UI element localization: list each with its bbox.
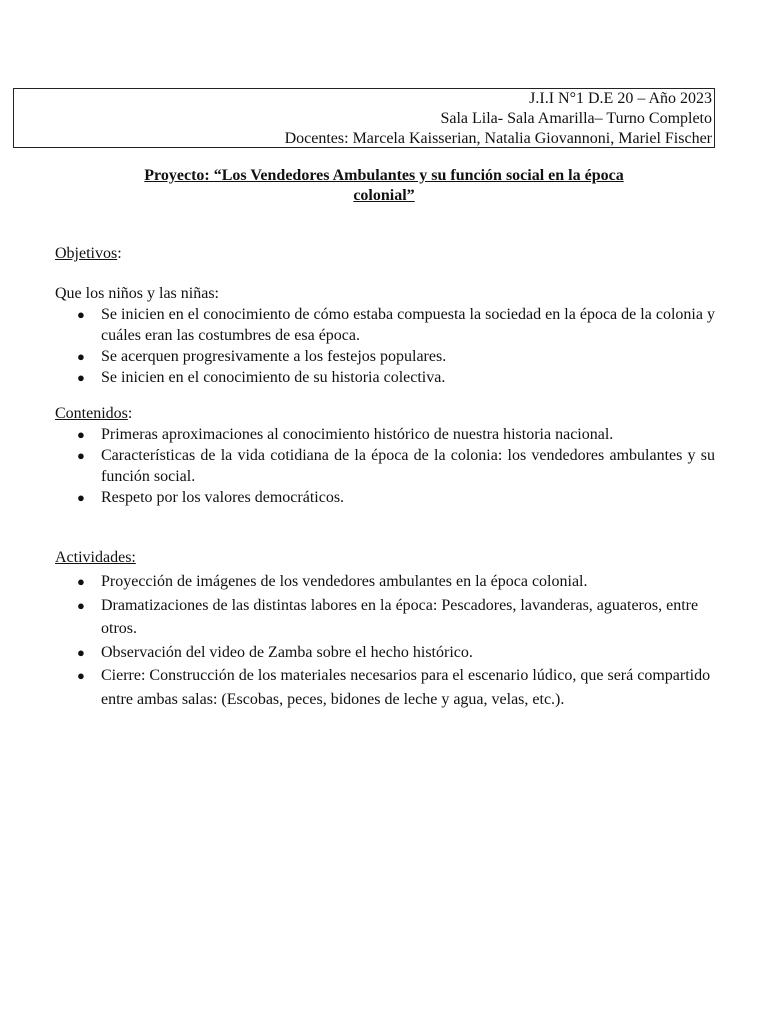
actividades-list xyxy=(55,570,715,711)
actividades-section xyxy=(55,548,715,711)
contenidos-heading: Contenidos: xyxy=(55,405,133,422)
bullet-icon: ● xyxy=(77,597,85,613)
list-item xyxy=(55,570,715,594)
objetivos-heading: Objetivos: xyxy=(55,245,122,262)
actividades-heading xyxy=(55,548,715,568)
objetivo-text: Se inicien en el conocimiento de su historia colectiva. xyxy=(101,369,446,386)
contenido-text: Respeto por los valores democráticos. xyxy=(101,489,345,506)
objetivos-section xyxy=(55,244,715,388)
contenido-text: Primeras aproximaciones al conocimiento histórico de nuestra historia nacional. xyxy=(101,426,614,443)
contenidos-heading-text: Contenidos xyxy=(55,405,128,422)
bullet-icon: ● xyxy=(77,574,85,589)
list-item xyxy=(55,346,715,367)
project-title xyxy=(40,166,728,206)
project-title-line-1: Proyecto: “Los Vendedores Ambulantes y su función social en la época xyxy=(144,167,624,184)
header-school: J.I.I N°1 D.E 20 – Año 2023 xyxy=(529,90,712,107)
actividad-text: Cierre: Construcción de los materiales necesarios para el escenario lúdico, que será compartido entre ambas salas: (Escobas, peces, bidones de leche y agua, velas, etc.). xyxy=(101,667,711,708)
actividad-text: Dramatizaciones de las distintas labores en la época: Pescadores, lavanderas, aguateros, entre otros. xyxy=(101,596,699,637)
bullet-icon: ● xyxy=(77,370,85,385)
bullet-icon: ● xyxy=(77,307,85,322)
header-box xyxy=(13,88,715,148)
actividad-text: Observación del video de Zamba sobre el hecho histórico. xyxy=(101,643,473,661)
bullet-icon: ● xyxy=(77,427,85,442)
list-item xyxy=(55,304,715,346)
contenido-text: Características de la vida cotidiana de la época de la colonia: los vendedores ambulantes y su función social. xyxy=(101,447,715,485)
list-item xyxy=(55,664,715,711)
bullet-icon: ● xyxy=(77,349,85,364)
header-rooms: Sala Lila- Sala Amarilla– Turno Completo xyxy=(440,110,712,127)
list-item xyxy=(55,641,715,665)
objetivos-heading-text: Objetivos xyxy=(55,245,118,262)
bullet-icon: ● xyxy=(77,644,85,660)
project-title-line-2: colonial” xyxy=(353,187,415,204)
list-item xyxy=(55,367,715,388)
bullet-icon: ● xyxy=(77,448,85,463)
bullet-icon: ● xyxy=(77,668,85,683)
list-item xyxy=(55,424,715,445)
header-teachers: Docentes: Marcela Kaisserian, Natalia Giovannoni, Mariel Fischer xyxy=(284,130,712,147)
bullet-icon: ● xyxy=(77,490,85,505)
list-item xyxy=(55,487,715,508)
list-item xyxy=(55,594,715,641)
actividad-text: Proyección de imágenes de los vendedores ambulantes en la época colonial. xyxy=(101,573,588,590)
objetivos-intro: Que los niños y las niñas: xyxy=(55,285,219,302)
objetivo-text: Se acerquen progresivamente a los festejos populares. xyxy=(101,348,447,365)
objetivos-list xyxy=(55,304,715,388)
actividades-heading-text: Actividades: xyxy=(55,549,136,566)
list-item xyxy=(55,445,715,487)
contenidos-list xyxy=(55,424,715,508)
contenidos-section xyxy=(55,404,715,508)
objetivo-text: Se inicien en el conocimiento de cómo estaba compuesta la sociedad en la época de la colonia y cuáles eran las costumbres de esa época. xyxy=(101,306,715,344)
